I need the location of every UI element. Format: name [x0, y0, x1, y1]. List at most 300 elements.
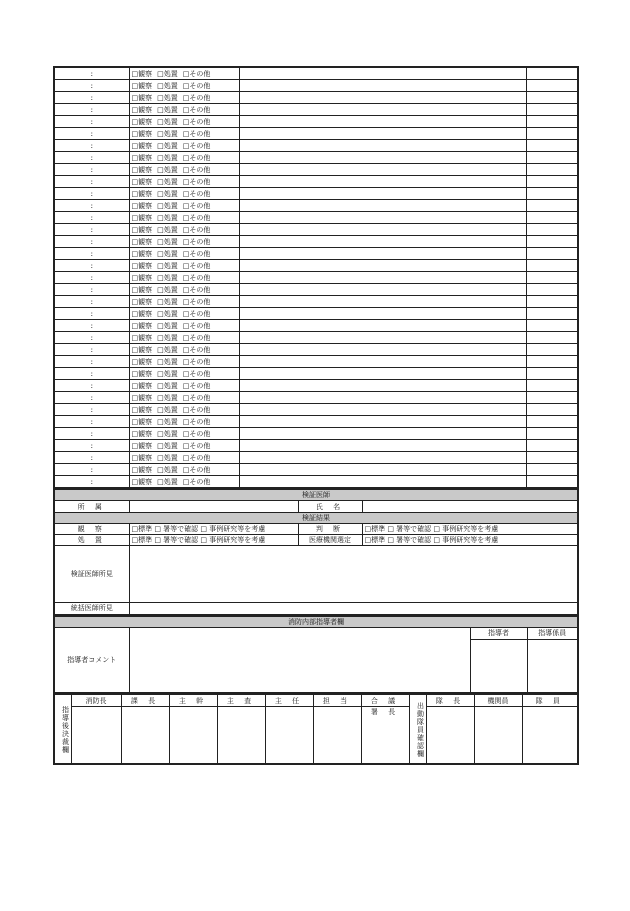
- note-cell[interactable]: [526, 272, 578, 284]
- action-option[interactable]: □その他: [182, 369, 211, 378]
- action-option[interactable]: □観察: [131, 321, 153, 330]
- action-checkboxes[interactable]: [129, 296, 239, 308]
- time-cell[interactable]: :: [54, 152, 129, 164]
- action-option[interactable]: □処置: [157, 81, 178, 90]
- time-cell[interactable]: :: [54, 236, 129, 248]
- action-option[interactable]: □観察: [131, 153, 153, 162]
- action-option[interactable]: □観察: [131, 429, 153, 438]
- action-checkboxes[interactable]: [129, 248, 239, 260]
- note-cell[interactable]: [526, 116, 578, 128]
- time-cell[interactable]: :: [54, 332, 129, 344]
- action-option[interactable]: □その他: [182, 393, 211, 402]
- action-option[interactable]: □処置: [157, 465, 178, 474]
- log-row: [54, 236, 578, 248]
- action-option[interactable]: □観察: [131, 189, 153, 198]
- action-option[interactable]: □処置: [157, 297, 178, 306]
- observation-options[interactable]: □標準 □ 署等で確認 □ 事例研究等を考慮: [129, 524, 298, 535]
- staff-label: 指導係員: [527, 627, 578, 639]
- detail-cell[interactable]: [239, 260, 526, 272]
- supervisor-stamp[interactable]: [217, 707, 265, 764]
- log-row: [54, 356, 578, 368]
- staff-stamp[interactable]: [527, 639, 578, 693]
- detail-cell[interactable]: [239, 152, 526, 164]
- note-cell[interactable]: [526, 224, 578, 236]
- action-option[interactable]: □その他: [182, 477, 211, 486]
- time-cell[interactable]: :: [54, 380, 129, 392]
- action-option[interactable]: □観察: [131, 117, 153, 126]
- time-cell[interactable]: :: [54, 67, 129, 80]
- hospital-selection-label: 医療機関選定: [298, 535, 362, 546]
- note-cell[interactable]: [526, 200, 578, 212]
- action-option[interactable]: □観察: [131, 201, 153, 210]
- action-option[interactable]: □その他: [182, 105, 211, 114]
- action-option[interactable]: □観察: [131, 249, 153, 258]
- deputy-stamp[interactable]: [265, 707, 313, 764]
- action-option[interactable]: □観察: [131, 357, 153, 366]
- action-checkboxes[interactable]: [129, 464, 239, 476]
- time-cell[interactable]: :: [54, 356, 129, 368]
- action-option[interactable]: □観察: [131, 417, 153, 426]
- log-row: [54, 140, 578, 152]
- detail-cell[interactable]: [239, 116, 526, 128]
- time-cell[interactable]: :: [54, 212, 129, 224]
- time-cell[interactable]: :: [54, 296, 129, 308]
- note-cell[interactable]: [526, 368, 578, 380]
- action-option[interactable]: □観察: [131, 165, 153, 174]
- action-option[interactable]: □観察: [131, 81, 153, 90]
- time-cell[interactable]: :: [54, 452, 129, 464]
- time-cell[interactable]: :: [54, 416, 129, 428]
- action-option[interactable]: □処置: [157, 357, 178, 366]
- fire-chief-stamp[interactable]: [71, 707, 121, 764]
- log-row: [54, 92, 578, 104]
- detail-cell[interactable]: [239, 476, 526, 489]
- action-checkboxes[interactable]: [129, 272, 239, 284]
- log-row: [54, 392, 578, 404]
- note-cell[interactable]: [526, 80, 578, 92]
- action-option[interactable]: □観察: [131, 297, 153, 306]
- action-option[interactable]: □その他: [182, 189, 211, 198]
- station-chief-label[interactable]: 署 長: [361, 707, 409, 764]
- note-cell[interactable]: [526, 416, 578, 428]
- guidance-table: [53, 616, 579, 695]
- note-cell[interactable]: [526, 236, 578, 248]
- action-checkboxes[interactable]: [129, 308, 239, 320]
- action-option[interactable]: □処置: [157, 309, 178, 318]
- detail-cell[interactable]: [239, 164, 526, 176]
- guidance-header: 消防内部指導者欄: [54, 616, 578, 627]
- detail-cell[interactable]: [239, 212, 526, 224]
- note-cell[interactable]: [526, 92, 578, 104]
- time-cell[interactable]: :: [54, 116, 129, 128]
- action-option[interactable]: □観察: [131, 69, 153, 78]
- time-cell[interactable]: :: [54, 464, 129, 476]
- note-cell[interactable]: [526, 332, 578, 344]
- detail-cell[interactable]: [239, 296, 526, 308]
- action-option[interactable]: □処置: [157, 261, 178, 270]
- consultation-label: 合 議: [361, 695, 409, 707]
- action-checkboxes[interactable]: [129, 224, 239, 236]
- action-option[interactable]: □処置: [157, 225, 178, 234]
- detail-cell[interactable]: [239, 272, 526, 284]
- detail-cell[interactable]: [239, 368, 526, 380]
- note-cell[interactable]: [526, 104, 578, 116]
- action-option[interactable]: □処置: [157, 153, 178, 162]
- note-cell[interactable]: [526, 392, 578, 404]
- action-option[interactable]: □観察: [131, 465, 153, 474]
- note-cell[interactable]: [526, 428, 578, 440]
- action-option[interactable]: □処置: [157, 393, 178, 402]
- action-option[interactable]: □観察: [131, 285, 153, 294]
- action-option[interactable]: □処置: [157, 117, 178, 126]
- action-option[interactable]: □その他: [182, 273, 211, 282]
- affiliation-field[interactable]: [129, 501, 298, 513]
- note-cell[interactable]: [526, 356, 578, 368]
- detail-cell[interactable]: [239, 392, 526, 404]
- time-cell[interactable]: :: [54, 224, 129, 236]
- action-option[interactable]: □その他: [182, 417, 211, 426]
- detail-cell[interactable]: [239, 404, 526, 416]
- time-cell[interactable]: :: [54, 164, 129, 176]
- treatment-options[interactable]: □標準 □ 署等で確認 □ 事例研究等を考慮: [129, 535, 298, 546]
- detail-cell[interactable]: [239, 464, 526, 476]
- time-cell[interactable]: :: [54, 476, 129, 489]
- action-checkboxes[interactable]: [129, 440, 239, 452]
- action-option[interactable]: □処置: [157, 405, 178, 414]
- action-checkboxes[interactable]: [129, 368, 239, 380]
- action-checkboxes[interactable]: [129, 260, 239, 272]
- action-checkboxes[interactable]: [129, 356, 239, 368]
- approval-table: [53, 694, 579, 765]
- captain-stamp[interactable]: [426, 707, 474, 764]
- action-option[interactable]: □その他: [182, 225, 211, 234]
- note-cell[interactable]: [526, 344, 578, 356]
- action-option[interactable]: □観察: [131, 141, 153, 150]
- comment-field[interactable]: [129, 627, 470, 693]
- time-cell[interactable]: :: [54, 344, 129, 356]
- time-cell[interactable]: :: [54, 248, 129, 260]
- action-option[interactable]: □処置: [157, 237, 178, 246]
- action-option[interactable]: □その他: [182, 153, 211, 162]
- time-cell[interactable]: :: [54, 284, 129, 296]
- note-cell[interactable]: [526, 320, 578, 332]
- detail-cell[interactable]: [239, 452, 526, 464]
- note-cell[interactable]: [526, 296, 578, 308]
- action-option[interactable]: □観察: [131, 105, 153, 114]
- time-cell[interactable]: :: [54, 140, 129, 152]
- note-cell[interactable]: [526, 128, 578, 140]
- log-row: [54, 80, 578, 92]
- action-checkboxes[interactable]: [129, 452, 239, 464]
- action-option[interactable]: □その他: [182, 381, 211, 390]
- action-option[interactable]: □その他: [182, 81, 211, 90]
- action-option[interactable]: □処置: [157, 213, 178, 222]
- action-option[interactable]: □その他: [182, 165, 211, 174]
- action-option[interactable]: □その他: [182, 141, 211, 150]
- note-cell[interactable]: [526, 260, 578, 272]
- log-row: [54, 320, 578, 332]
- action-option[interactable]: □観察: [131, 453, 153, 462]
- action-option[interactable]: □観察: [131, 309, 153, 318]
- detail-cell[interactable]: [239, 176, 526, 188]
- action-option[interactable]: □その他: [182, 441, 211, 450]
- action-option[interactable]: □処置: [157, 477, 178, 486]
- action-checkboxes[interactable]: [129, 200, 239, 212]
- time-cell[interactable]: :: [54, 188, 129, 200]
- action-option[interactable]: □観察: [131, 345, 153, 354]
- action-checkboxes[interactable]: [129, 380, 239, 392]
- action-option[interactable]: □処置: [157, 441, 178, 450]
- action-option[interactable]: □処置: [157, 93, 178, 102]
- action-option[interactable]: □処置: [157, 285, 178, 294]
- time-cell[interactable]: :: [54, 308, 129, 320]
- leader-stamp[interactable]: [470, 639, 527, 693]
- action-option[interactable]: □観察: [131, 177, 153, 186]
- time-cell[interactable]: :: [54, 320, 129, 332]
- detail-cell[interactable]: [239, 380, 526, 392]
- chief-physician-field[interactable]: [129, 603, 578, 615]
- action-checkboxes[interactable]: [129, 212, 239, 224]
- action-option[interactable]: □その他: [182, 177, 211, 186]
- action-option[interactable]: □処置: [157, 141, 178, 150]
- action-option[interactable]: □観察: [131, 405, 153, 414]
- action-option[interactable]: □その他: [182, 249, 211, 258]
- note-cell[interactable]: [526, 140, 578, 152]
- chief-physician-label: 統括医師所見: [54, 603, 129, 615]
- judgment-options[interactable]: □標準 □ 署等で確認 □ 事例研究等を考慮: [362, 524, 578, 535]
- action-option[interactable]: □その他: [182, 453, 211, 462]
- action-checkboxes[interactable]: [129, 152, 239, 164]
- time-cell[interactable]: :: [54, 428, 129, 440]
- action-option[interactable]: □観察: [131, 261, 153, 270]
- detail-cell[interactable]: [239, 67, 526, 80]
- action-option[interactable]: □処置: [157, 369, 178, 378]
- action-option[interactable]: □その他: [182, 465, 211, 474]
- note-cell[interactable]: [526, 452, 578, 464]
- action-checkboxes[interactable]: [129, 128, 239, 140]
- action-checkboxes[interactable]: [129, 332, 239, 344]
- action-option[interactable]: □その他: [182, 429, 211, 438]
- log-row: [54, 308, 578, 320]
- action-option[interactable]: □観察: [131, 237, 153, 246]
- time-cell[interactable]: :: [54, 260, 129, 272]
- action-option[interactable]: □観察: [131, 225, 153, 234]
- action-option[interactable]: □その他: [182, 297, 211, 306]
- action-option[interactable]: □その他: [182, 261, 211, 270]
- log-row: [54, 176, 578, 188]
- log-row: [54, 116, 578, 128]
- detail-cell[interactable]: [239, 356, 526, 368]
- action-checkboxes[interactable]: [129, 428, 239, 440]
- action-option[interactable]: □処置: [157, 69, 178, 78]
- action-option[interactable]: □処置: [157, 333, 178, 342]
- member-stamp[interactable]: [522, 707, 578, 764]
- note-cell[interactable]: [526, 476, 578, 489]
- detail-cell[interactable]: [239, 308, 526, 320]
- action-option[interactable]: □その他: [182, 405, 211, 414]
- time-cell[interactable]: :: [54, 392, 129, 404]
- detail-cell[interactable]: [239, 284, 526, 296]
- time-cell[interactable]: :: [54, 176, 129, 188]
- note-cell[interactable]: [526, 212, 578, 224]
- detail-cell[interactable]: [239, 140, 526, 152]
- note-cell[interactable]: [526, 176, 578, 188]
- note-cell[interactable]: [526, 380, 578, 392]
- action-checkboxes[interactable]: [129, 140, 239, 152]
- action-option[interactable]: □処置: [157, 381, 178, 390]
- action-option[interactable]: □その他: [182, 309, 211, 318]
- fire-chief-label: 消防長: [71, 695, 121, 707]
- action-option[interactable]: □その他: [182, 129, 211, 138]
- engineer-stamp[interactable]: [474, 707, 522, 764]
- action-option[interactable]: □処置: [157, 129, 178, 138]
- action-checkboxes[interactable]: [129, 236, 239, 248]
- detail-cell[interactable]: [239, 428, 526, 440]
- action-option[interactable]: □その他: [182, 237, 211, 246]
- action-checkboxes[interactable]: [129, 92, 239, 104]
- action-option[interactable]: □処置: [157, 453, 178, 462]
- action-option[interactable]: □処置: [157, 105, 178, 114]
- log-row: [54, 164, 578, 176]
- in-charge-label: 担 当: [313, 695, 361, 707]
- time-cell[interactable]: :: [54, 440, 129, 452]
- name-label: 氏 名: [298, 501, 362, 513]
- action-checkboxes[interactable]: [129, 104, 239, 116]
- action-checkboxes[interactable]: [129, 67, 239, 80]
- detail-cell[interactable]: [239, 188, 526, 200]
- action-option[interactable]: □観察: [131, 213, 153, 222]
- chief-secretary-label: 主 幹: [169, 695, 217, 707]
- action-checkboxes[interactable]: [129, 320, 239, 332]
- log-row: [54, 248, 578, 260]
- time-cell[interactable]: :: [54, 368, 129, 380]
- detail-cell[interactable]: [239, 128, 526, 140]
- action-checkboxes[interactable]: [129, 176, 239, 188]
- action-checkboxes[interactable]: [129, 404, 239, 416]
- action-option[interactable]: □その他: [182, 213, 211, 222]
- time-cell[interactable]: :: [54, 128, 129, 140]
- action-option[interactable]: □処置: [157, 249, 178, 258]
- detail-cell[interactable]: [239, 344, 526, 356]
- treatment-label: 処 置: [54, 535, 129, 546]
- note-cell[interactable]: [526, 284, 578, 296]
- judgment-label: 判 断: [298, 524, 362, 535]
- action-checkboxes[interactable]: [129, 116, 239, 128]
- action-option[interactable]: □観察: [131, 333, 153, 342]
- note-cell[interactable]: [526, 404, 578, 416]
- action-option[interactable]: □観察: [131, 477, 153, 486]
- action-option[interactable]: □その他: [182, 357, 211, 366]
- detail-cell[interactable]: [239, 104, 526, 116]
- action-option[interactable]: □その他: [182, 93, 211, 102]
- action-checkboxes[interactable]: [129, 344, 239, 356]
- action-checkboxes[interactable]: [129, 416, 239, 428]
- form-sheet: [53, 66, 577, 765]
- time-cell[interactable]: :: [54, 104, 129, 116]
- hospital-selection-options[interactable]: □標準 □ 署等で確認 □ 事例研究等を考慮: [362, 535, 578, 546]
- action-option[interactable]: □観察: [131, 93, 153, 102]
- log-row: [54, 476, 578, 489]
- action-checkboxes[interactable]: [129, 188, 239, 200]
- section-chief-stamp[interactable]: [121, 707, 169, 764]
- action-option[interactable]: □処置: [157, 201, 178, 210]
- action-checkboxes[interactable]: [129, 392, 239, 404]
- action-option[interactable]: □その他: [182, 201, 211, 210]
- action-option[interactable]: □観察: [131, 381, 153, 390]
- member-label: 隊 員: [522, 695, 578, 707]
- note-cell[interactable]: [526, 67, 578, 80]
- note-cell[interactable]: [526, 308, 578, 320]
- detail-cell[interactable]: [239, 80, 526, 92]
- action-option[interactable]: □観察: [131, 369, 153, 378]
- action-option[interactable]: □処置: [157, 429, 178, 438]
- time-cell[interactable]: :: [54, 404, 129, 416]
- action-option[interactable]: □処置: [157, 321, 178, 330]
- in-charge-stamp[interactable]: [313, 707, 361, 764]
- physician-opinion-field[interactable]: [129, 546, 578, 603]
- captain-label: 隊 長: [426, 695, 474, 707]
- detail-cell[interactable]: [239, 248, 526, 260]
- action-option[interactable]: □処置: [157, 417, 178, 426]
- action-option[interactable]: □処置: [157, 273, 178, 282]
- detail-cell[interactable]: [239, 320, 526, 332]
- log-row: [54, 440, 578, 452]
- action-option[interactable]: □処置: [157, 345, 178, 354]
- action-option[interactable]: □その他: [182, 333, 211, 342]
- chief-secretary-stamp[interactable]: [169, 707, 217, 764]
- note-cell[interactable]: [526, 188, 578, 200]
- action-option[interactable]: □その他: [182, 69, 211, 78]
- detail-cell[interactable]: [239, 92, 526, 104]
- detail-cell[interactable]: [239, 200, 526, 212]
- action-checkboxes[interactable]: [129, 284, 239, 296]
- action-option[interactable]: □その他: [182, 117, 211, 126]
- action-option[interactable]: □その他: [182, 321, 211, 330]
- log-row: [54, 404, 578, 416]
- detail-cell[interactable]: [239, 332, 526, 344]
- time-cell[interactable]: :: [54, 272, 129, 284]
- detail-cell[interactable]: [239, 440, 526, 452]
- note-cell[interactable]: [526, 248, 578, 260]
- detail-cell[interactable]: [239, 224, 526, 236]
- action-option[interactable]: □観察: [131, 273, 153, 282]
- name-field[interactable]: [362, 501, 578, 513]
- note-cell[interactable]: [526, 164, 578, 176]
- action-option[interactable]: □処置: [157, 165, 178, 174]
- action-checkboxes[interactable]: [129, 476, 239, 489]
- log-row: [54, 452, 578, 464]
- time-cell[interactable]: :: [54, 80, 129, 92]
- action-option[interactable]: □観察: [131, 393, 153, 402]
- detail-cell[interactable]: [239, 236, 526, 248]
- action-option[interactable]: □観察: [131, 129, 153, 138]
- action-option[interactable]: □処置: [157, 177, 178, 186]
- action-option[interactable]: □その他: [182, 285, 211, 294]
- time-cell[interactable]: :: [54, 200, 129, 212]
- note-cell[interactable]: [526, 440, 578, 452]
- action-checkboxes[interactable]: [129, 164, 239, 176]
- action-option[interactable]: □処置: [157, 189, 178, 198]
- detail-cell[interactable]: [239, 416, 526, 428]
- action-option[interactable]: □その他: [182, 345, 211, 354]
- action-option[interactable]: □観察: [131, 441, 153, 450]
- note-cell[interactable]: [526, 464, 578, 476]
- action-checkboxes[interactable]: [129, 80, 239, 92]
- note-cell[interactable]: [526, 152, 578, 164]
- inspector-header: 検証医師: [54, 490, 578, 501]
- section-chief-label: 課 長: [121, 695, 169, 707]
- time-cell[interactable]: :: [54, 92, 129, 104]
